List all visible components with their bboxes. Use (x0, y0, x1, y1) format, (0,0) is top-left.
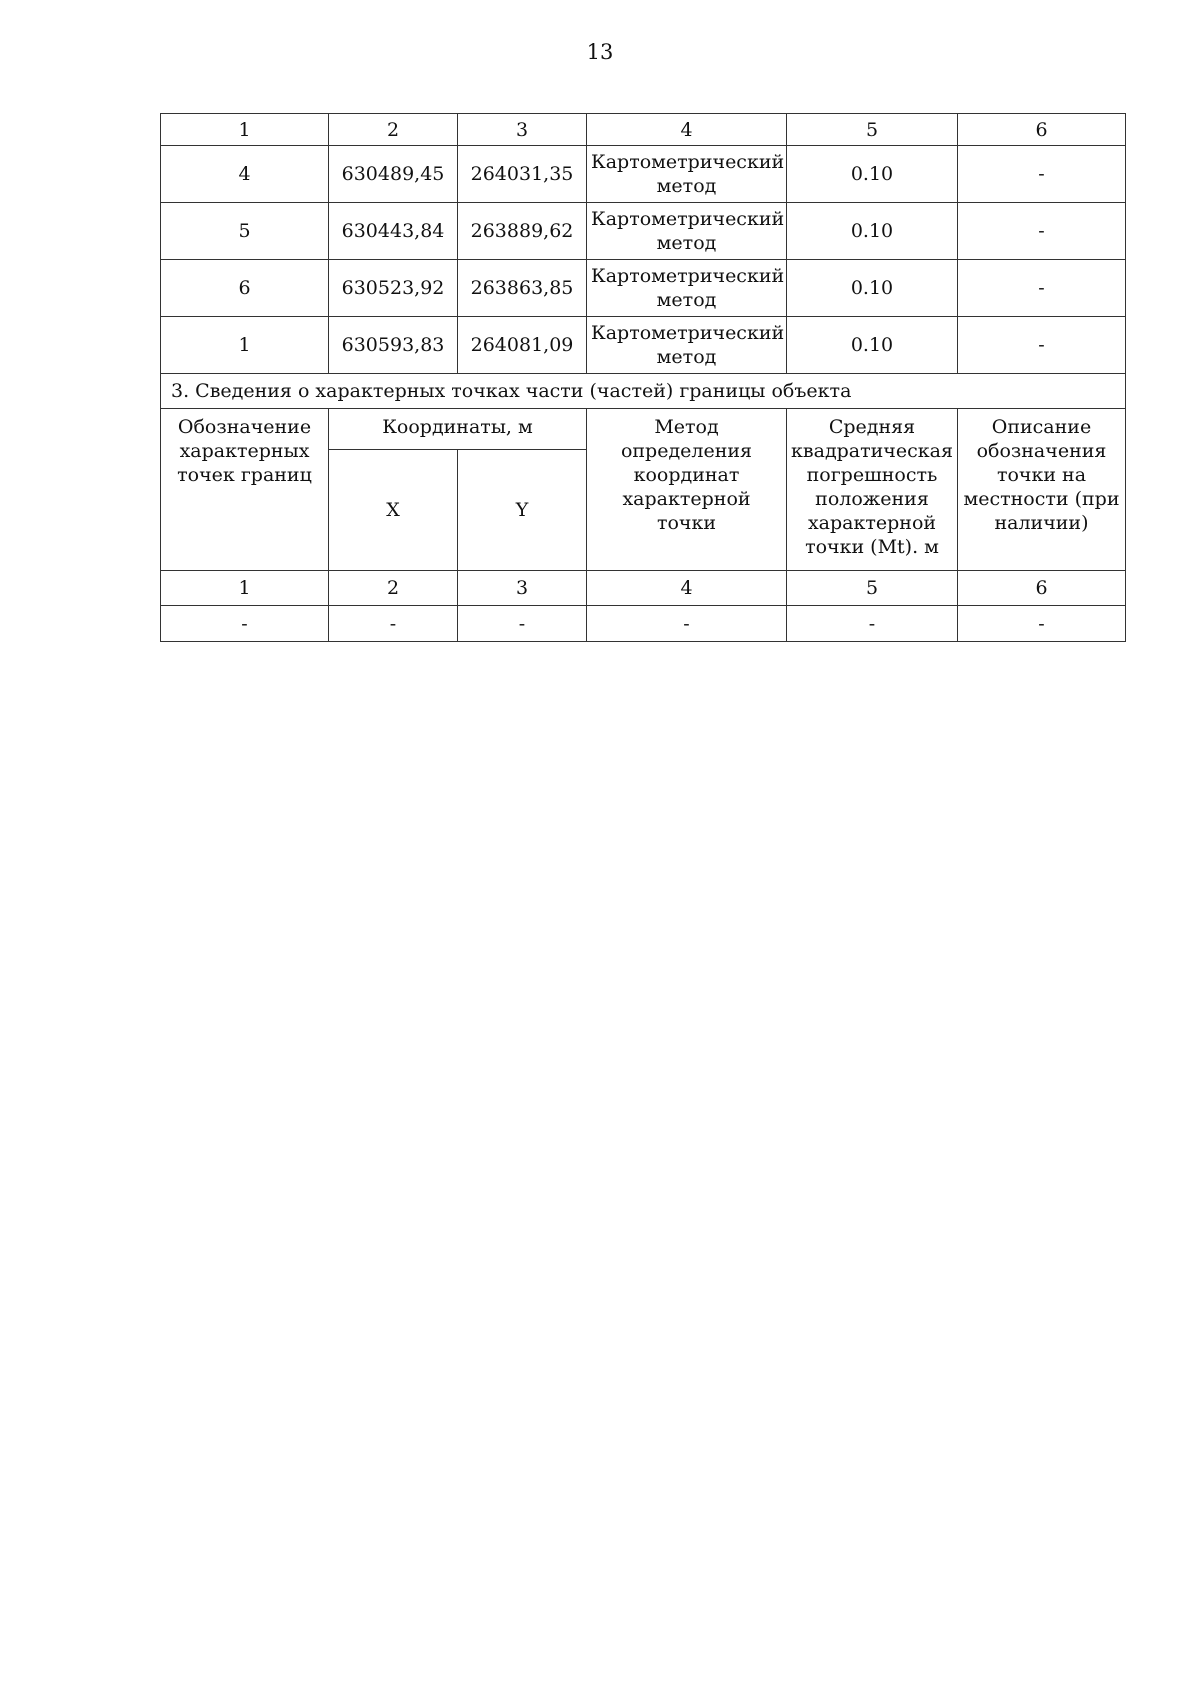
table-row (161, 317, 1126, 374)
column-number: 3 (458, 114, 587, 146)
empty-cell: - (329, 606, 458, 642)
header-designation: Обозначение характерных точек границ (161, 409, 329, 571)
method: Картометрический метод (587, 317, 787, 374)
column-number: 1 (161, 114, 329, 146)
section-title: 3. Сведения о характерных точках части (частей) границы объекта (161, 374, 1126, 409)
empty-data-row (161, 606, 1126, 642)
point-designation: 1 (161, 317, 329, 374)
point-designation: 4 (161, 146, 329, 203)
page-number: 13 (586, 40, 614, 64)
column-number: 4 (587, 571, 787, 606)
empty-cell: - (458, 606, 587, 642)
section-header-row (161, 409, 1126, 450)
section-title-row (161, 374, 1126, 409)
method: Картометрический метод (587, 260, 787, 317)
column-number: 5 (787, 571, 958, 606)
error-value: 0.10 (787, 146, 958, 203)
coordinate-x: 630593,83 (329, 317, 458, 374)
error-value: 0.10 (787, 203, 958, 260)
coordinate-x: 630443,84 (329, 203, 458, 260)
header-y: Y (458, 450, 587, 571)
point-description: - (958, 146, 1126, 203)
table-row (161, 203, 1126, 260)
coordinate-x: 630489,45 (329, 146, 458, 203)
section-column-number-row (161, 571, 1126, 606)
header-x: X (329, 450, 458, 571)
method: Картометрический метод (587, 146, 787, 203)
method: Картометрический метод (587, 203, 787, 260)
empty-cell: - (161, 606, 329, 642)
coordinate-y: 263863,85 (458, 260, 587, 317)
column-number: 3 (458, 571, 587, 606)
table-row (161, 260, 1126, 317)
column-number: 2 (329, 114, 458, 146)
header-description: Описание обозначения точки на местности (при наличии) (958, 409, 1126, 571)
empty-cell: - (958, 606, 1126, 642)
point-description: - (958, 260, 1126, 317)
coordinate-y: 263889,62 (458, 203, 587, 260)
point-designation: 6 (161, 260, 329, 317)
error-value: 0.10 (787, 317, 958, 374)
empty-cell: - (787, 606, 958, 642)
point-description: - (958, 317, 1126, 374)
header-method: Метод определения координат характерной точки (587, 409, 787, 571)
point-designation: 5 (161, 203, 329, 260)
error-value: 0.10 (787, 260, 958, 317)
column-number: 4 (587, 114, 787, 146)
column-number-row (161, 114, 1126, 146)
boundary-points-table (160, 113, 1126, 642)
coordinate-x: 630523,92 (329, 260, 458, 317)
point-description: - (958, 203, 1126, 260)
column-number: 6 (958, 571, 1126, 606)
header-error: Средняя квадратическая погрешность положения характерной точки (Mt). м (787, 409, 958, 571)
coordinate-y: 264031,35 (458, 146, 587, 203)
column-number: 1 (161, 571, 329, 606)
column-number: 6 (958, 114, 1126, 146)
table-row (161, 146, 1126, 203)
column-number: 5 (787, 114, 958, 146)
coordinate-y: 264081,09 (458, 317, 587, 374)
column-number: 2 (329, 571, 458, 606)
header-coordinates: Координаты, м (329, 409, 587, 450)
empty-cell: - (587, 606, 787, 642)
